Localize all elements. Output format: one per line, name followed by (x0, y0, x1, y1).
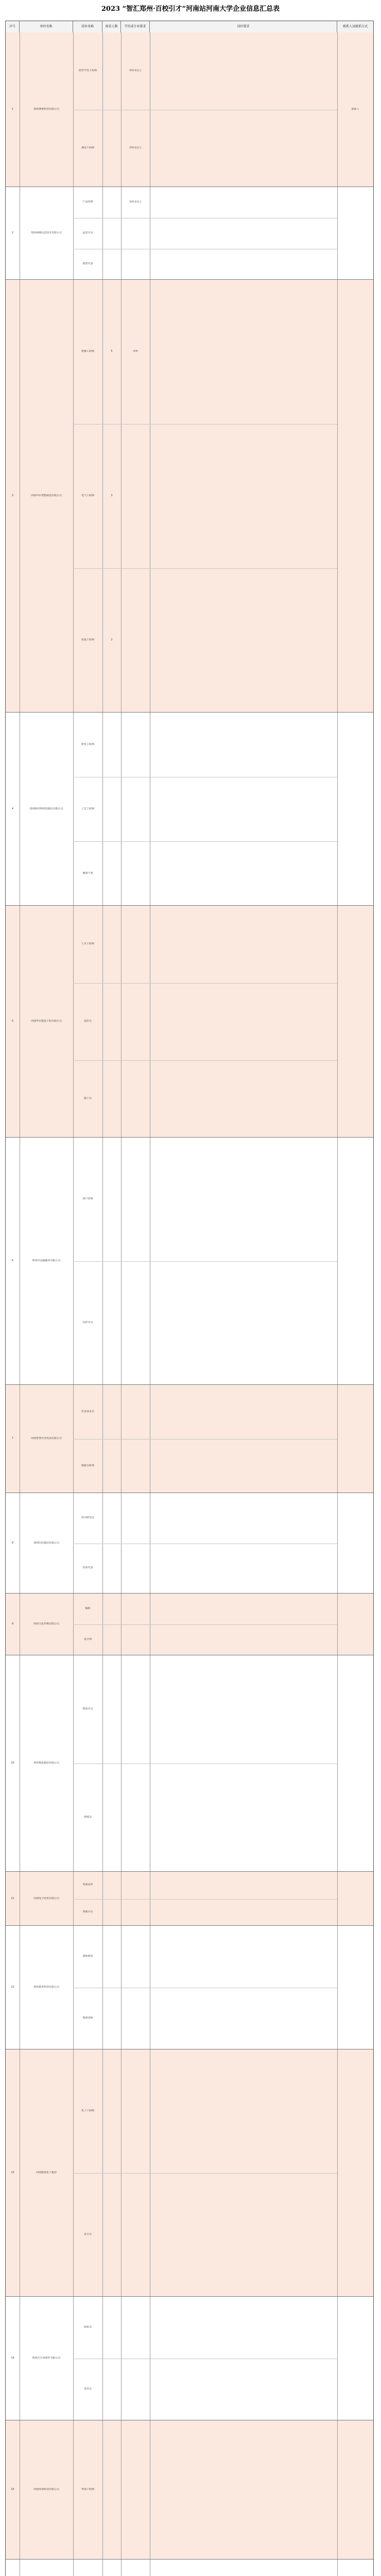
column-divider (121, 1872, 122, 1925)
position-title: 教研老师 (82, 2016, 93, 2020)
position-education: 本科及以上 (129, 146, 142, 149)
column-divider (337, 1594, 338, 1655)
column-divider (121, 713, 122, 905)
column-divider (337, 1872, 338, 1925)
position-headcount: 5 (111, 350, 113, 353)
position-title: 客服专员 (82, 1910, 93, 1913)
table-row (6, 187, 373, 280)
row-serial: 13 (11, 2171, 14, 2174)
row-serial: 6 (11, 1259, 14, 1262)
position-title: 课程顾问 (82, 1955, 93, 1958)
page-title: 2023 “智汇郑州·百校引才”河南站河南大学企业信息汇总表 (101, 5, 280, 13)
row-serial: 5 (11, 1020, 14, 1023)
position-title: 数据分析师 (81, 1464, 94, 1467)
position-title: 软件开发工程师 (78, 69, 97, 72)
column-divider (121, 2420, 122, 2559)
column-divider (73, 280, 74, 712)
row-company-name: 河南能源化工集团 (36, 2171, 57, 2174)
column-divider (73, 2560, 74, 2576)
row-serial: 2 (11, 231, 14, 234)
position-title: 风控专员 (82, 1321, 93, 1324)
sub-row-divider (73, 424, 337, 425)
column-divider (121, 280, 122, 712)
position-title: 研发工程师 (81, 743, 94, 746)
sub-row-divider (73, 568, 337, 569)
row-company-name: 郑州市金融服务有限公司 (32, 1259, 61, 1262)
sub-row-divider (73, 983, 337, 984)
table-row (6, 1872, 373, 1926)
position-title: 环境工程师 (81, 2488, 94, 2491)
company-info-table (5, 21, 374, 2576)
position-title: 编辑 (85, 1607, 91, 1610)
table-row (6, 2297, 373, 2420)
column-divider (121, 2560, 122, 2576)
row-company-name: 郑州医药集团有限公司 (33, 1541, 59, 1545)
row-company-name: 郑州教育科技有限公司 (33, 1986, 59, 1989)
column-divider (337, 280, 338, 712)
column-divider (102, 280, 103, 712)
position-title: 电商运营 (82, 1883, 93, 1886)
column-divider (337, 2049, 338, 2296)
row-serial: 12 (11, 1986, 14, 1989)
position-education: 本科及以上 (129, 69, 142, 72)
position-title: 客户经理 (82, 1197, 93, 1200)
row-serial: 15 (11, 2488, 14, 2491)
position-title: 土木工程师 (81, 942, 94, 945)
table-header (6, 21, 373, 33)
column-divider (337, 2560, 338, 2576)
position-title: 施工员 (83, 1097, 92, 1100)
sub-row-divider (73, 2173, 337, 2174)
position-headcount: 2 (111, 638, 113, 641)
column-divider (73, 906, 74, 1137)
table-row (6, 2420, 373, 2560)
table-row (6, 1138, 373, 1385)
row-serial: 1 (11, 108, 14, 111)
position-headcount: 3 (111, 494, 113, 497)
row-company-name: 河南智慧农业发展有限公司 (30, 1437, 62, 1440)
table-row (6, 32, 373, 187)
row-company-name: 郑州新材料科技股份有限公司 (29, 807, 63, 810)
position-title: 销售代表 (82, 262, 93, 265)
column-divider (73, 1872, 74, 1925)
table-row (6, 1926, 373, 2049)
column-divider (337, 1926, 338, 2049)
header-contact: 联系人及联系方式 (342, 25, 368, 28)
position-title: 医药代表 (82, 1566, 93, 1569)
position-title: 安全员 (83, 2233, 92, 2236)
position-title: 运营专员 (82, 231, 93, 234)
position-title: 工艺工程师 (81, 807, 94, 810)
row-contact: 联系人 (351, 108, 359, 111)
table-row (6, 2049, 373, 2297)
position-title: 调度员 (83, 1816, 92, 1819)
position-title: 机械工程师 (81, 350, 94, 353)
position-education: 本科及以上 (129, 200, 142, 204)
sub-row-divider (73, 1624, 337, 1625)
table-row (6, 713, 373, 906)
column-divider (121, 1493, 122, 1593)
sub-row-divider (73, 1060, 337, 1061)
position-title: 药学研究员 (81, 1516, 94, 1519)
row-serial: 11 (11, 1896, 14, 1900)
row-serial: 14 (11, 2357, 14, 2360)
table-row (6, 1655, 373, 1872)
row-company-name: 郑州物流集团有限公司 (33, 1761, 59, 1765)
row-company-name: 郑州博睿科技有限公司 (33, 108, 59, 111)
column-divider (102, 1493, 103, 1593)
row-company-name: 郑州海纳信息技术有限公司 (30, 231, 62, 234)
position-title: 设计师 (83, 1638, 92, 1641)
row-company-name: 河南文化传媒有限公司 (33, 1622, 59, 1625)
column-divider (73, 1493, 74, 1593)
row-company-name: 河南华信建设工程有限公司 (30, 1020, 62, 1023)
column-divider (102, 906, 103, 1137)
row-serial: 4 (11, 807, 14, 810)
column-divider (102, 713, 103, 905)
row-company-name: 郑州汽车零部件有限公司 (32, 2357, 61, 2360)
column-divider (73, 2420, 74, 2559)
header-education: 学历或专业要求 (121, 21, 150, 32)
table-row (6, 1493, 373, 1594)
column-divider (337, 1385, 338, 1493)
column-divider (73, 187, 74, 279)
column-divider (337, 2297, 338, 2420)
header-company: 单位名称 (20, 21, 73, 32)
header-requirement: 岗位要求 (150, 21, 337, 32)
row-company-name: 河南电子商务有限公司 (33, 1896, 59, 1900)
table-row (6, 280, 373, 713)
header-headcount: 需求人数 (102, 21, 121, 32)
column-divider (102, 187, 103, 279)
position-education: 本科 (132, 350, 138, 353)
column-divider (337, 1655, 338, 1871)
row-serial: 9 (11, 1622, 14, 1625)
column-divider (337, 187, 338, 279)
table-row (6, 1594, 373, 1655)
position-title: 农业技术员 (81, 1410, 94, 1413)
position-title: 产品经理 (82, 200, 93, 204)
column-divider (73, 713, 74, 905)
position-title: 质量工程师 (81, 638, 94, 641)
column-divider (121, 906, 122, 1137)
table-row (6, 1385, 373, 1493)
header-position: 岗位名称 (73, 21, 102, 32)
position-title: 技术员 (83, 2387, 92, 2391)
column-divider (102, 2560, 103, 2576)
column-divider (337, 32, 338, 187)
header-serial: 序号 (6, 21, 20, 32)
column-divider (337, 1138, 338, 1384)
column-divider (337, 1493, 338, 1593)
row-serial: 10 (11, 1761, 14, 1765)
row-company-name: 河南中原智能制造有限公司 (30, 494, 62, 497)
row-serial: 7 (11, 1437, 14, 1440)
column-divider (102, 1872, 103, 1925)
position-title: 电气工程师 (81, 494, 94, 497)
sub-row-divider (73, 1899, 337, 1900)
sub-row-divider (73, 841, 337, 842)
position-title: 化工工程师 (81, 2109, 94, 2112)
position-title: 质检员 (83, 2326, 92, 2329)
table-row (6, 906, 373, 1138)
column-divider (337, 2420, 338, 2559)
column-divider (337, 906, 338, 1137)
column-divider (102, 2420, 103, 2559)
row-serial: 8 (11, 1541, 14, 1545)
position-title: 造价员 (83, 1020, 92, 1023)
position-title: 测试工程师 (81, 146, 94, 149)
row-serial: 3 (11, 494, 14, 497)
row-company-name: 河南环保科技有限公司 (33, 2488, 59, 2491)
position-title: 物流专员 (82, 1707, 93, 1710)
column-divider (121, 187, 122, 279)
table-row (6, 2560, 373, 2576)
sub-row-divider (73, 1261, 337, 1262)
column-divider (337, 713, 338, 905)
position-title: 储备干部 (82, 872, 93, 875)
